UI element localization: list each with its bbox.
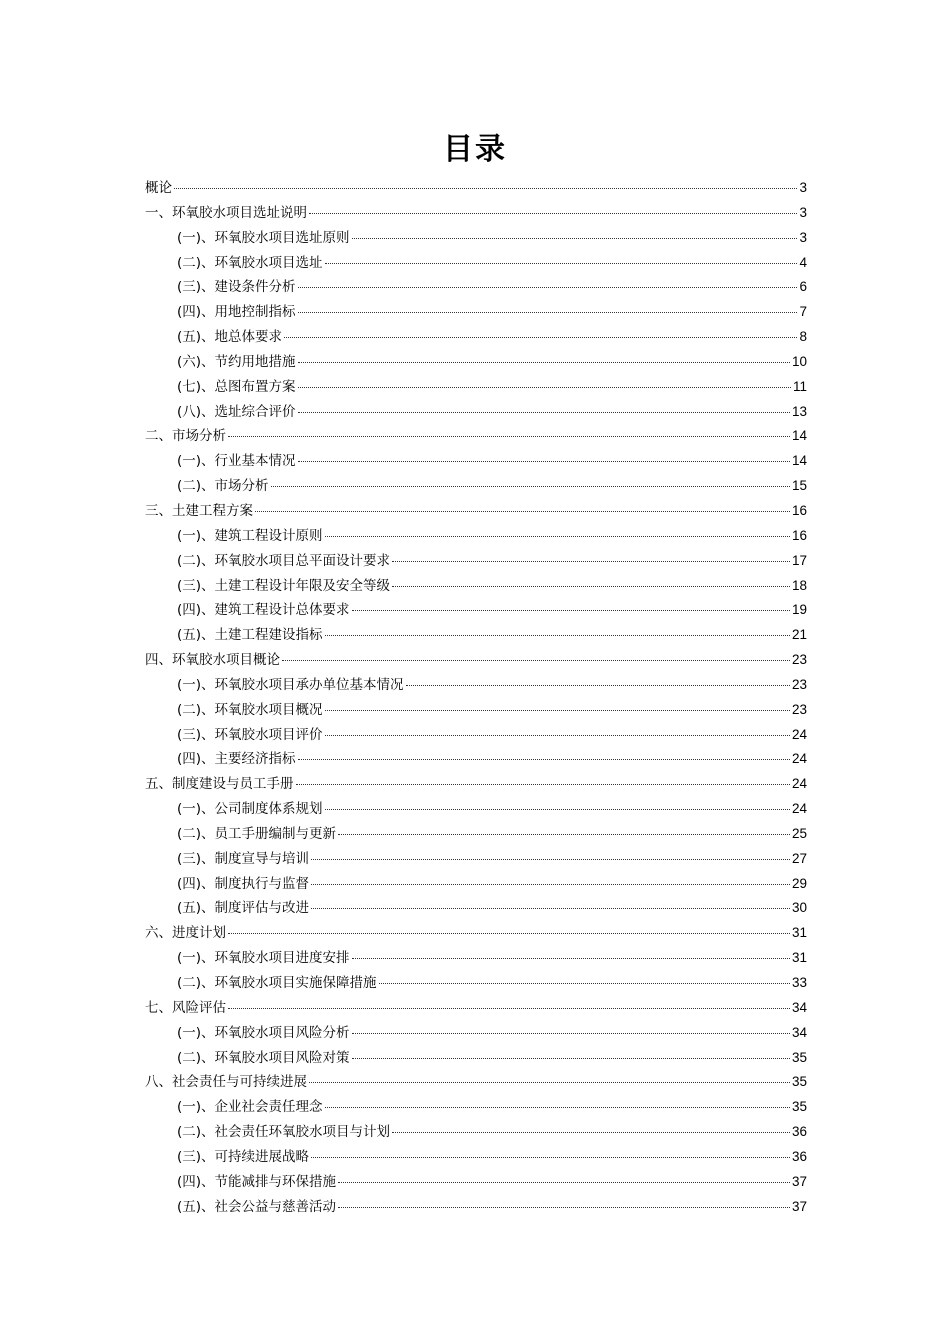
toc-entry-label: (一)、环氧胶水项目进度安排: [177, 950, 350, 967]
toc-entry[interactable]: [145, 1070, 807, 1095]
toc-entry-page-number: 35: [791, 1074, 807, 1090]
toc-entry-page-number: 10: [791, 353, 807, 369]
toc-entry[interactable]: [145, 275, 807, 300]
toc-entry[interactable]: [145, 300, 807, 325]
toc-dot-leader: [325, 635, 790, 636]
toc-dot-leader: [392, 1132, 790, 1133]
toc-entry-label: (二)、环氧胶水项目总平面设计要求: [177, 552, 391, 569]
toc-entry-label: (四)、建筑工程设计总体要求: [177, 602, 350, 619]
toc-entry-label: 二、市场分析: [145, 428, 226, 445]
toc-entry[interactable]: [145, 648, 807, 673]
toc-entry-page-number: 30: [791, 900, 807, 916]
toc-entry-page-number: 24: [791, 751, 807, 767]
toc-dot-leader: [352, 958, 790, 959]
toc-entry[interactable]: [145, 623, 807, 648]
toc-entry-page-number: 14: [791, 428, 807, 444]
toc-entry-label: (四)、制度执行与监督: [177, 875, 310, 892]
toc-entry[interactable]: [145, 896, 807, 921]
toc-entry-page-number: 7: [799, 304, 807, 320]
toc-entry[interactable]: [145, 1170, 807, 1195]
toc-entry-label: (四)、用地控制指标: [177, 304, 296, 321]
toc-entry[interactable]: [145, 549, 807, 574]
toc-dot-leader: [352, 1058, 790, 1059]
toc-entry-label: (八)、选址综合评价: [177, 403, 296, 420]
toc-entry-page-number: 31: [791, 925, 807, 941]
toc-entry[interactable]: [145, 400, 807, 425]
toc-entry[interactable]: [145, 176, 807, 201]
toc-entry-page-number: 19: [791, 602, 807, 618]
toc-entry-page-number: 36: [791, 1124, 807, 1140]
toc-entry-page-number: 23: [791, 701, 807, 717]
toc-entry-page-number: 33: [791, 975, 807, 990]
toc-entry-page-number: 36: [791, 1148, 807, 1164]
toc-entry-page-number: 14: [791, 453, 807, 469]
toc-entry[interactable]: [145, 673, 807, 698]
toc-entry-label: (二)、环氧胶水项目概况: [177, 701, 323, 718]
toc-entry-page-number: 25: [791, 825, 807, 841]
toc-entry[interactable]: [145, 1195, 807, 1220]
toc-dot-leader: [406, 685, 790, 686]
toc-entry-label: (一)、环氧胶水项目选址原则: [177, 229, 350, 246]
toc-entry[interactable]: [145, 350, 807, 375]
toc-entry-label: (四)、节能减排与环保措施: [177, 1173, 337, 1190]
toc-entry-label: (二)、环氧胶水项目风险对策: [177, 1049, 350, 1066]
toc-dot-leader: [298, 387, 791, 388]
toc-entry-page-number: 8: [799, 329, 807, 345]
toc-entry-page-number: 24: [791, 776, 807, 792]
toc-entry[interactable]: [145, 598, 807, 623]
toc-entry-label: (一)、行业基本情况: [177, 453, 296, 470]
toc-dot-leader: [325, 1107, 790, 1108]
toc-entry[interactable]: [145, 499, 807, 524]
toc-dot-leader: [309, 213, 797, 214]
toc-entry-page-number: 27: [791, 850, 807, 866]
toc-dot-leader: [255, 511, 790, 512]
toc-entry[interactable]: [145, 946, 807, 971]
toc-dot-leader: [352, 238, 798, 239]
toc-entry-label: (二)、市场分析: [177, 478, 269, 495]
toc-entry-page-number: 34: [791, 1024, 807, 1040]
toc-entry[interactable]: [145, 375, 807, 400]
toc-entry-page-number: 23: [791, 652, 807, 668]
toc-entry[interactable]: [145, 698, 807, 723]
toc-entry-label: (三)、土建工程设计年限及安全等级: [177, 577, 391, 594]
toc-entry-page-number: 16: [791, 527, 807, 543]
toc-entry-label: (二)、环氧胶水项目实施保障措施: [177, 975, 377, 991]
toc-entry[interactable]: [145, 872, 807, 897]
toc-dot-leader: [311, 1157, 790, 1158]
toc-entry-label: (一)、环氧胶水项目风险分析: [177, 1024, 350, 1041]
toc-entry[interactable]: [145, 1120, 807, 1145]
toc-dot-leader: [228, 436, 790, 437]
toc-entry[interactable]: [145, 1095, 807, 1120]
toc-dot-leader: [228, 1008, 790, 1009]
toc-entry-page-number: 16: [791, 502, 807, 518]
toc-entry-label: (二)、社会责任环氧胶水项目与计划: [177, 1124, 391, 1141]
toc-dot-leader: [325, 809, 790, 810]
toc-dot-leader: [271, 486, 790, 487]
toc-dot-leader: [325, 735, 790, 736]
toc-entry-label: 五、制度建设与员工手册: [145, 776, 294, 793]
toc-entry[interactable]: [145, 1145, 807, 1170]
toc-dot-leader: [392, 586, 790, 587]
toc-dot-leader: [228, 933, 790, 934]
toc-dot-leader: [282, 660, 790, 661]
toc-dot-leader: [296, 784, 790, 785]
toc-dot-leader: [298, 461, 790, 462]
toc-entry[interactable]: [145, 921, 807, 946]
toc-entry-page-number: 17: [791, 552, 807, 568]
toc-entry-page-number: 18: [791, 577, 807, 593]
toc-entry[interactable]: [145, 226, 807, 251]
toc-dot-leader: [325, 536, 790, 537]
toc-entry-page-number: 6: [799, 279, 807, 295]
toc-entry[interactable]: [145, 474, 807, 499]
toc-entry[interactable]: [145, 574, 807, 599]
toc-entry-page-number: 23: [791, 676, 807, 692]
toc-dot-leader: [298, 362, 790, 363]
toc-dot-leader: [174, 188, 797, 189]
toc-entry-page-number: 3: [799, 204, 807, 220]
toc-entry[interactable]: [145, 971, 807, 996]
toc-entry-page-number: 24: [791, 801, 807, 817]
toc-entry-label: 七、风险评估: [145, 999, 226, 1016]
toc-dot-leader: [311, 908, 790, 909]
toc-entry-label: (六)、节约用地措施: [177, 353, 296, 370]
toc-entry-page-number: 31: [791, 950, 807, 966]
toc-entry-label: (二)、环氧胶水项目选址: [177, 254, 323, 271]
toc-entry[interactable]: [145, 424, 807, 449]
toc-entry-label: (三)、可持续进展战略: [177, 1148, 310, 1165]
toc-entry[interactable]: [145, 747, 807, 772]
toc-entry-label: (五)、制度评估与改进: [177, 900, 310, 917]
toc-dot-leader: [298, 759, 790, 760]
toc-entry[interactable]: [145, 723, 807, 748]
toc-entry-label: (一)、企业社会责任理念: [177, 1099, 323, 1116]
toc-dot-leader: [392, 561, 790, 562]
toc-entry-label: (一)、建筑工程设计原则: [177, 527, 323, 544]
toc-entry[interactable]: [145, 822, 807, 847]
toc-entry-page-number: 35: [791, 1099, 807, 1115]
toc-entry[interactable]: [145, 524, 807, 549]
toc-dot-leader: [352, 1033, 790, 1034]
toc-entry-page-number: 3: [799, 180, 807, 195]
toc-entry[interactable]: [145, 1046, 807, 1071]
toc-entry[interactable]: [145, 201, 807, 226]
toc-entry-label: (一)、环氧胶水项目承办单位基本情况: [177, 676, 404, 693]
toc-dot-leader: [352, 610, 790, 611]
toc-dot-leader: [311, 859, 790, 860]
toc-entry[interactable]: [145, 251, 807, 276]
toc-entry-label: (二)、员工手册编制与更新: [177, 825, 337, 842]
toc-entry-label: 概论: [145, 180, 172, 196]
toc-entry[interactable]: [145, 797, 807, 822]
toc-entry-label: (四)、主要经济指标: [177, 751, 296, 768]
toc-entry-label: (七)、总图布置方案: [177, 378, 296, 395]
toc-entry[interactable]: [145, 772, 807, 797]
toc-dot-leader: [338, 1182, 790, 1183]
toc-dot-leader: [338, 1207, 790, 1208]
toc-entry-page-number: 29: [791, 875, 807, 891]
toc-entry[interactable]: [145, 1021, 807, 1046]
toc-entry-label: (一)、公司制度体系规划: [177, 801, 323, 818]
toc-dot-leader: [284, 337, 797, 338]
toc-entry-label: (三)、环氧胶水项目评价: [177, 726, 323, 743]
toc-entry-page-number: 11: [792, 378, 807, 394]
toc-dot-leader: [379, 983, 790, 984]
toc-entry-label: (三)、制度宣导与培训: [177, 850, 310, 867]
toc-entry-page-number: 37: [791, 1198, 807, 1214]
toc-entry-page-number: 13: [791, 403, 807, 419]
toc-entry-page-number: 24: [791, 726, 807, 742]
toc-entry-page-number: 4: [799, 254, 807, 270]
toc-entry-label: (三)、建设条件分析: [177, 279, 296, 296]
toc-dot-leader: [311, 884, 790, 885]
toc-entry-page-number: 37: [791, 1173, 807, 1189]
toc-entry-page-number: 3: [799, 229, 807, 245]
toc-dot-leader: [325, 263, 798, 264]
toc-entry[interactable]: [145, 996, 807, 1021]
toc-entry-label: 四、环氧胶水项目概论: [145, 652, 280, 669]
toc-dot-leader: [338, 834, 790, 835]
toc-entry-label: (五)、社会公益与慈善活动: [177, 1198, 337, 1215]
toc-entry[interactable]: [145, 325, 807, 350]
toc-entry-page-number: 15: [791, 478, 807, 494]
toc-entry-page-number: 21: [791, 627, 807, 643]
toc-title: 目录: [443, 132, 507, 167]
toc-dot-leader: [325, 710, 790, 711]
toc-entry-page-number: 35: [791, 1049, 807, 1065]
toc-dot-leader: [298, 287, 798, 288]
toc-entry-page-number: 34: [791, 999, 807, 1015]
toc-dot-leader: [309, 1082, 790, 1083]
toc-entry-label: 一、环氧胶水项目选址说明: [145, 204, 307, 221]
toc-entry[interactable]: [145, 847, 807, 872]
toc-entry-label: (五)、土建工程建设指标: [177, 627, 323, 644]
toc-entry[interactable]: [145, 449, 807, 474]
toc-list: [145, 176, 807, 1219]
toc-dot-leader: [298, 312, 798, 313]
toc-entry-label: 八、社会责任与可持续进展: [145, 1074, 307, 1091]
toc-dot-leader: [298, 412, 790, 413]
toc-entry-label: 三、土建工程方案: [145, 502, 253, 519]
toc-entry-label: (五)、地总体要求: [177, 329, 283, 346]
toc-entry-label: 六、进度计划: [145, 925, 226, 942]
